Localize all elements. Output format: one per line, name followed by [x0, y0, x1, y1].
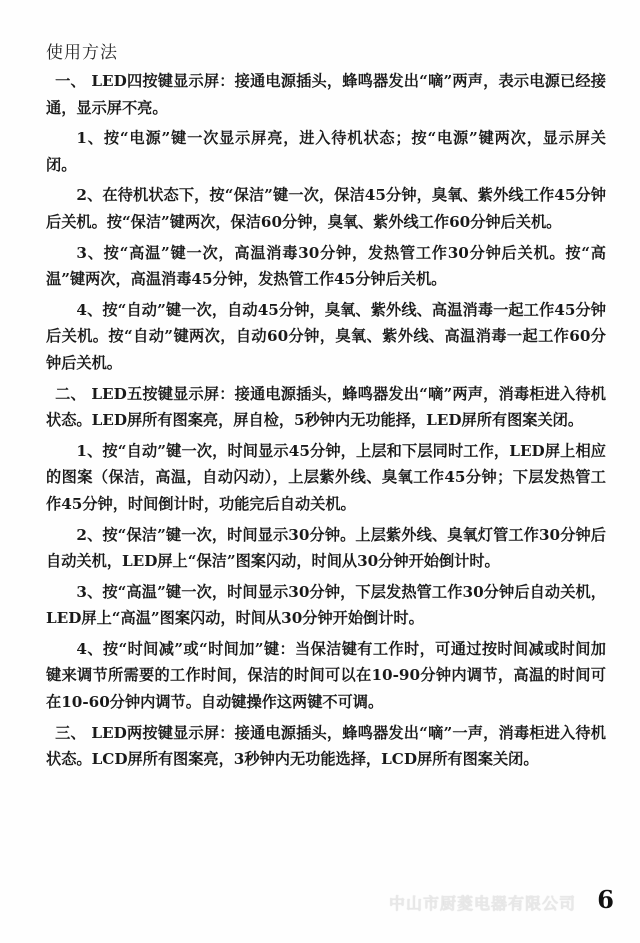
step-paragraph: 4、按“时间减”或“时间加”键：当保洁键有工作时，可通过按时间减或时间加键来调节所需要的工作时间，保洁的时间可以在10-90分钟内调节，高温的时间可在10-60分钟内调节。自动键操作这两键不可调。	[46, 639, 606, 712]
page-heading: 使用方法	[46, 43, 118, 63]
company-watermark: 中山市厨菱电器有限公司	[388, 894, 576, 913]
instructions-body	[46, 68, 606, 777]
section-paragraph: 三、 LED两按键显示屏：接通电源插头，蜂鸣器发出“嘀”一声，消毒柜进入待机状态。LCD屏所有图案亮，3秒钟内无功能选择，LCD屏所有图案关闭。	[46, 723, 606, 769]
section-paragraph: 二、 LED五按键显示屏：接通电源插头，蜂鸣器发出“嘀”两声，消毒柜进入待机状态。LED屏所有图案亮，屏自检，5秒钟内无功能择，LED屏所有图案关闭。	[46, 384, 606, 430]
page-footer	[0, 885, 640, 925]
section-paragraph: 一、 LED四按键显示屏：接通电源插头，蜂鸣器发出“嘀”两声，表示电源已经接通，显示屏不亮。	[46, 72, 606, 117]
step-paragraph: 2、按“保洁”键一次，时间显示30分钟。上层紫外线、臭氧灯管工作30分钟后自动关机，LED屏上“保洁”图案闪动，时间从30分钟开始倒计时。	[46, 525, 606, 571]
page-number: 6	[597, 885, 614, 914]
step-paragraph: 3、按“高温”键一次，高温消毒30分钟，发热管工作30分钟后关机。按“高温”键两次，高温消毒45分钟，发热管工作45分钟后关机。	[46, 243, 606, 289]
step-paragraph: 3、按“高温”键一次，时间显示30分钟，下层发热管工作30分钟后自动关机，LED屏上“高温”图案闪动，时间从30分钟开始倒计时。	[46, 582, 606, 628]
step-paragraph: 1、按“自动”键一次，时间显示45分钟，上层和下层同时工作，LED屏上相应的图案（保洁，高温，自动闪动），上层紫外线、臭氧工作45分钟；下层发热管工作45分钟，时间倒计时，功能完后自动关机。	[46, 441, 606, 513]
step-paragraph: 2、在待机状态下，按“保洁”键一次，保洁45分钟，臭氧、紫外线工作45分钟后关机。按“保洁”键两次，保洁60分钟，臭氧、紫外线工作60分钟后关机。	[46, 186, 606, 231]
step-paragraph: 4、按“自动”键一次，自动45分钟，臭氧、紫外线、高温消毒一起工作45分钟后关机。按“自动”键两次，自动60分钟，臭氧、紫外线、高温消毒一起工作60分钟后关机。	[46, 300, 606, 372]
step-paragraph: 1、按“电源”键一次显示屏亮，进入待机状态；按“电源”键两次，显示屏关闭。	[46, 129, 606, 174]
